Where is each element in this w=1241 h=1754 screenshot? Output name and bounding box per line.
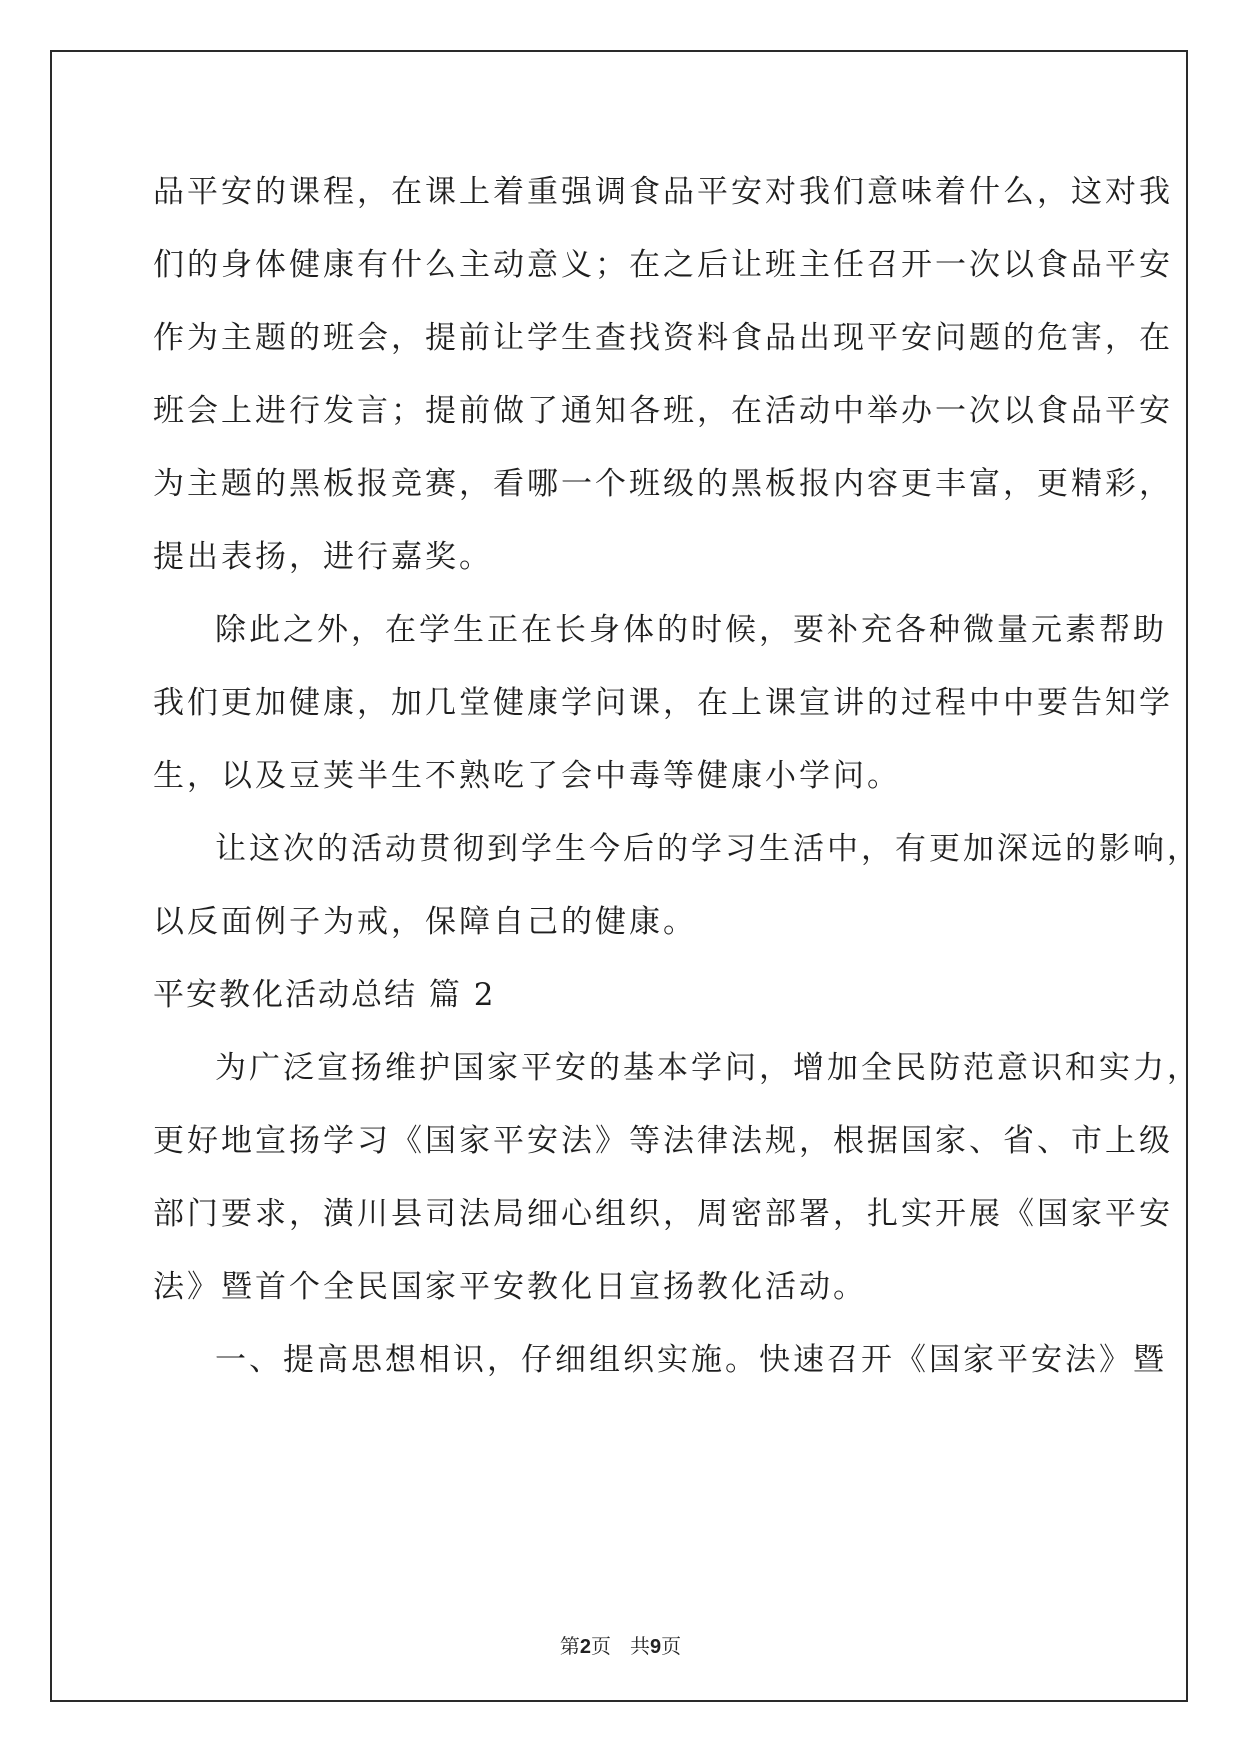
page-frame (50, 50, 1201, 1702)
paragraph-3-line-1: 让这次的活动贯彻到学生今后的学习生活中，有更加深远的影响， (215, 831, 1201, 867)
paragraph-4-line-1: 为广泛宣扬维护国家平安的基本学问，增加全民防范意识和实力， (215, 1050, 1201, 1086)
paragraph-4-line-2: 更好地宣扬学习《国家平安法》等法律法规，根据国家、省、市上级 (153, 1123, 1173, 1159)
paragraph-1-line-5: 为主题的黑板报竞赛，看哪一个班级的黑板报内容更丰富，更精彩， (153, 466, 1173, 502)
paragraph-2-line-1: 除此之外，在学生正在长身体的时候，要补充各种微量元素帮助 (215, 612, 1167, 648)
paragraph-1-line-2: 们的身体健康有什么主动意义；在之后让班主任召开一次以食品平安 (153, 247, 1173, 283)
paragraph-1-line-3: 作为主题的班会，提前让学生查找资料食品出现平安问题的危害，在 (153, 320, 1173, 356)
footer-suffix: 页 (661, 1634, 682, 1658)
paragraph-2-line-3: 生，以及豆荚半生不熟吃了会中毒等健康小学问。 (153, 758, 901, 794)
paragraph-3-line-2: 以反面例子为戒，保障自己的健康。 (153, 904, 697, 940)
paragraph-4-line-4: 法》暨首个全民国家平安教化日宣扬教化活动。 (153, 1269, 867, 1305)
page-number-footer (0, 1630, 1241, 1659)
total-page-number: 9 (650, 1636, 662, 1658)
paragraph-1-line-4: 班会上进行发言；提前做了通知各班，在活动中举办一次以食品平安 (153, 393, 1173, 429)
section-heading: 平安教化活动总结 篇 2 (153, 977, 496, 1013)
footer-middle: 页 共 (590, 1634, 651, 1658)
paragraph-1-line-1: 品平安的课程，在课上着重强调食品平安对我们意味着什么，这对我 (153, 174, 1173, 210)
footer-prefix: 第 (559, 1634, 580, 1658)
paragraph-5-line-1: 一、提高思想相识，仔细组织实施。快速召开《国家平安法》暨 (215, 1342, 1167, 1378)
paragraph-4-line-3: 部门要求，潢川县司法局细心组织，周密部署，扎实开展《国家平安 (153, 1196, 1173, 1232)
paragraph-2-line-2: 我们更加健康，加几堂健康学问课，在上课宣讲的过程中中要告知学 (153, 685, 1173, 721)
paragraph-1-line-6: 提出表扬，进行嘉奖。 (153, 539, 493, 575)
current-page-number: 2 (579, 1636, 591, 1658)
